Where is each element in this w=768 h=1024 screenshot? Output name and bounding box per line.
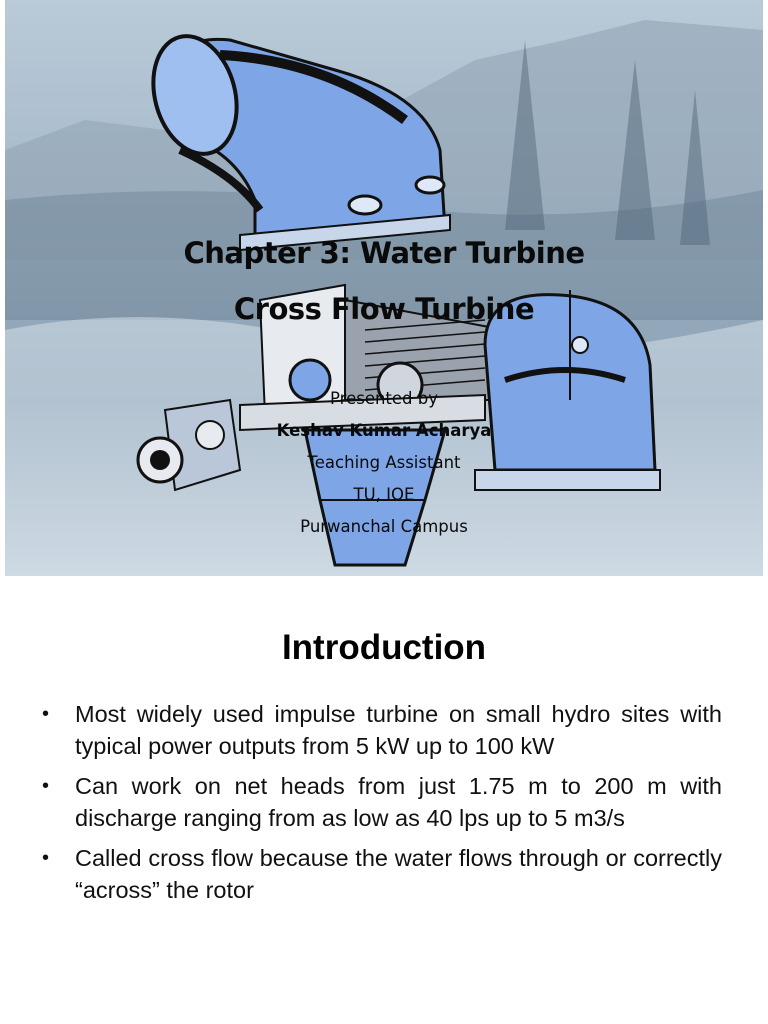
bullet-text: Called cross flow because the water flows through or correctly “across” the rotor [75,845,722,903]
bullet-icon: • [42,703,50,725]
slide-title-line2: Cross Flow Turbine [233,292,535,326]
bullet-item [42,698,722,762]
bullet-item [42,842,722,906]
bullet-list [42,698,722,914]
bullet-item [42,770,722,834]
presenter-name: Keshav Kumar Acharya [276,421,492,440]
bullet-icon: • [42,847,50,869]
bullet-text: Can work on net heads from just 1.75 m to 200 m with discharge ranging from as low as 40 lps up to 5 m3/s [75,773,722,831]
introduction-title: Introduction [281,628,487,667]
slide-title-line1: Chapter 3: Water Turbine [183,236,585,270]
presenter-campus: Purwanchal Campus [300,517,468,536]
presenter-institute: TU, IOE [353,485,415,504]
presenter-line-1: Presented by [329,389,438,408]
bullet-text: Most widely used impulse turbine on small hydro sites with typical power outputs from 5 kW up to 100 kW [75,701,722,759]
introduction-slide [0,576,768,1024]
bullet-icon: • [42,775,50,797]
title-slide [5,0,763,576]
presenter-role: Teaching Assistant [307,453,461,472]
